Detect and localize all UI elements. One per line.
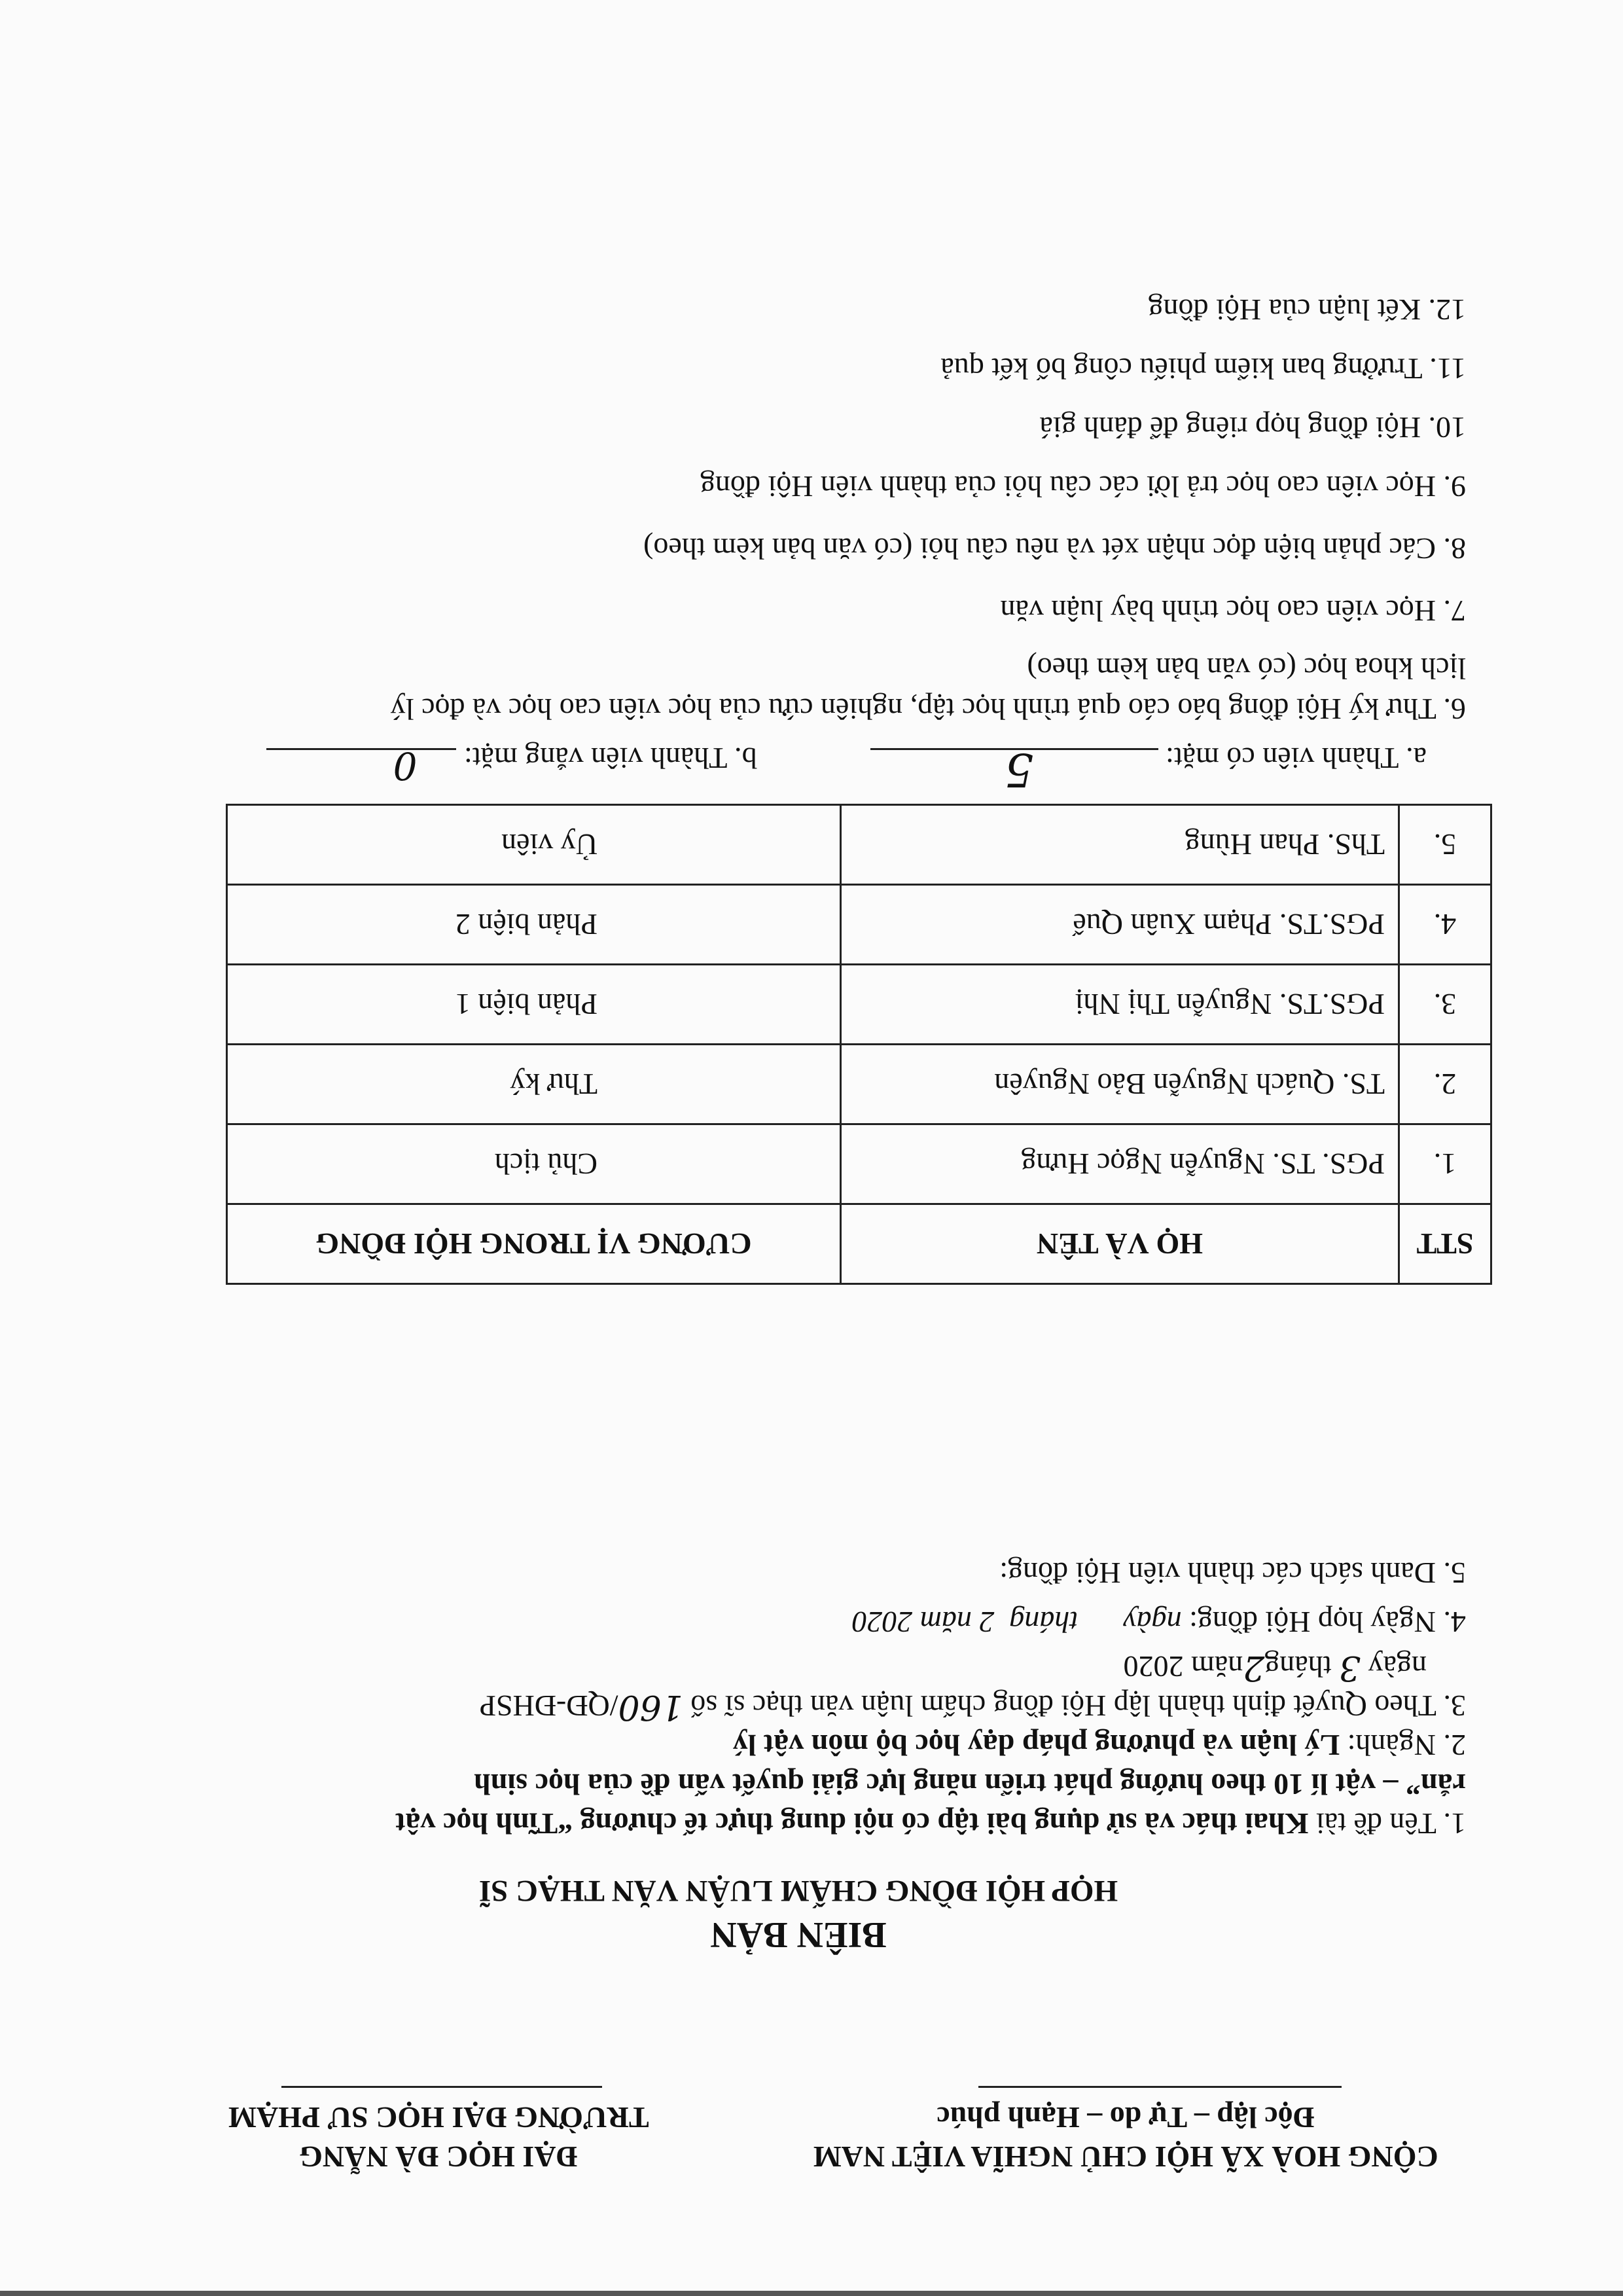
row-stt: 3. — [1399, 965, 1491, 1045]
table-row — [227, 805, 1491, 885]
school-name: TRƯỜNG ĐẠI HỌC SƯ PHẠM — [228, 2101, 649, 2134]
row-role: Thư ký — [227, 1045, 841, 1124]
header-name: HỌ VÀ TÊN — [841, 1204, 1399, 1284]
item-decision — [131, 1686, 1466, 1727]
major-prefix: 2. Ngành: — [1347, 1729, 1466, 1762]
absent-label: b. Thành viên vắng mặt: — [463, 742, 757, 775]
row-name: PGS.TS. Phạm Xuân Quế — [841, 885, 1399, 965]
item-10: 10. Hội đồng họp riêng để đánh giá — [1039, 411, 1466, 444]
university-name: ĐẠI HỌC ĐÀ NẴNG — [299, 2140, 578, 2174]
header-right — [782, 2098, 1469, 2176]
row-role: Phản biện 1 — [227, 965, 841, 1045]
item-topic-line2: rắn” – vật lí 10 theo hướng phát triển năng lực giải quyết vấn đề của học sinh — [474, 1768, 1466, 1801]
meeting-prefix: 4. Ngày họp Hội đồng: — [1189, 1605, 1466, 1639]
motto: Độc lập – Tự do – Hạnh phúc — [936, 2101, 1315, 2134]
document-title: BIÊN BẢN — [710, 1914, 887, 1955]
row-name: PGS. TS. Nguyễn Ngọc Hưng — [841, 1124, 1399, 1204]
topic-prefix: 1. Tên đề tài — [1315, 1807, 1466, 1840]
decision-suffix: /QĐ-ĐHSP — [479, 1689, 618, 1723]
item-6-line1: 6. Thư ký Hội đồng báo cáo quá trình học tập, nghiên cứu của học viên cao học và đọc lý — [390, 692, 1466, 726]
decision-year: năm 2020 — [1123, 1650, 1243, 1683]
meeting-date: ngày tháng 2 năm 2020 — [852, 1605, 1182, 1639]
row-role: Ủy viên — [227, 805, 841, 885]
header-stt: STT — [1399, 1204, 1491, 1284]
present-label: a. Thành viên có mặt: — [1166, 742, 1427, 775]
decision-prefix: 3. Theo Quyết định thành lập Hội đồng chấm luận văn thạc sĩ số — [690, 1689, 1466, 1723]
decision-month: 2 — [1243, 1648, 1265, 1687]
major-value: Lý luận và phương pháp dạy học bộ môn vật lý — [732, 1729, 1340, 1762]
row-stt: 4. — [1399, 885, 1491, 965]
item-8: 8. Các phản biện đọc nhận xét và nêu câu hỏi (có văn bản kèm theo) — [643, 532, 1466, 565]
members-table — [226, 804, 1492, 1285]
row-role: Phản biện 2 — [227, 885, 841, 965]
table-row — [227, 885, 1491, 965]
decision-day: 3 — [1338, 1648, 1361, 1687]
item-9: 9. Học viên cao học trả lời các câu hỏi của thành viên Hội đồng — [700, 470, 1466, 503]
row-stt: 1. — [1399, 1124, 1491, 1204]
header-left-rule — [281, 2086, 602, 2088]
republic-name: CỘNG HOÀ XÃ HỘI CHỦ NGHĨA VIỆT NAM — [813, 2140, 1438, 2174]
item-7: 7. Học viên cao học trình bày luận văn — [1000, 594, 1466, 628]
row-name: TS. Quách Nguyễn Bảo Nguyên — [841, 1045, 1399, 1124]
topic-text-1: Khai thác và sử dụng bài tập có nội dung thực tế chương “Tĩnh học vật — [395, 1807, 1309, 1840]
table-row — [227, 965, 1491, 1045]
table-row — [227, 1045, 1491, 1124]
attendance-line — [92, 738, 1427, 797]
row-name: ThS. Phan Hùng — [841, 805, 1399, 885]
scan-edge — [0, 2291, 1623, 2296]
row-name: PGS.TS. Nguyễn Thị Nhị — [841, 965, 1399, 1045]
present-blank — [870, 743, 1158, 797]
absent-blank — [266, 744, 456, 788]
item-12: 12. Kết luận của Hội đồng — [1148, 293, 1466, 327]
item-major — [131, 1725, 1466, 1765]
item-11: 11. Trưởng ban kiểm phiếu công bố kết quả — [940, 352, 1466, 386]
row-stt: 2. — [1399, 1045, 1491, 1124]
item-6-line2: lịch khoa học (có văn bản kèm theo) — [1027, 652, 1466, 685]
item-topic-line1 — [131, 1804, 1466, 1843]
decision-month-label: tháng — [1264, 1650, 1332, 1683]
header-right-rule — [978, 2086, 1342, 2088]
row-stt: 5. — [1399, 805, 1491, 885]
header-left — [164, 2098, 713, 2176]
item-decision-date — [92, 1647, 1427, 1687]
present-value: 5 — [1004, 743, 1034, 797]
item-meeting-date — [131, 1602, 1466, 1641]
header-role: CƯƠNG VỊ TRONG HỘI ĐỒNG — [227, 1204, 841, 1284]
table-row — [227, 1124, 1491, 1204]
item-members-heading: 5. Danh sách các thành viên Hội đồng: — [999, 1556, 1466, 1590]
row-role: Chủ tịch — [227, 1124, 841, 1204]
document-subtitle: HỌP HỘI ĐỒNG CHẤM LUẬN VĂN THẠC SĨ — [478, 1874, 1118, 1908]
table-header-row — [227, 1204, 1491, 1284]
decision-day-label: ngày — [1368, 1650, 1427, 1683]
decision-number: 160 — [618, 1687, 683, 1727]
absent-value: 0 — [393, 744, 418, 788]
